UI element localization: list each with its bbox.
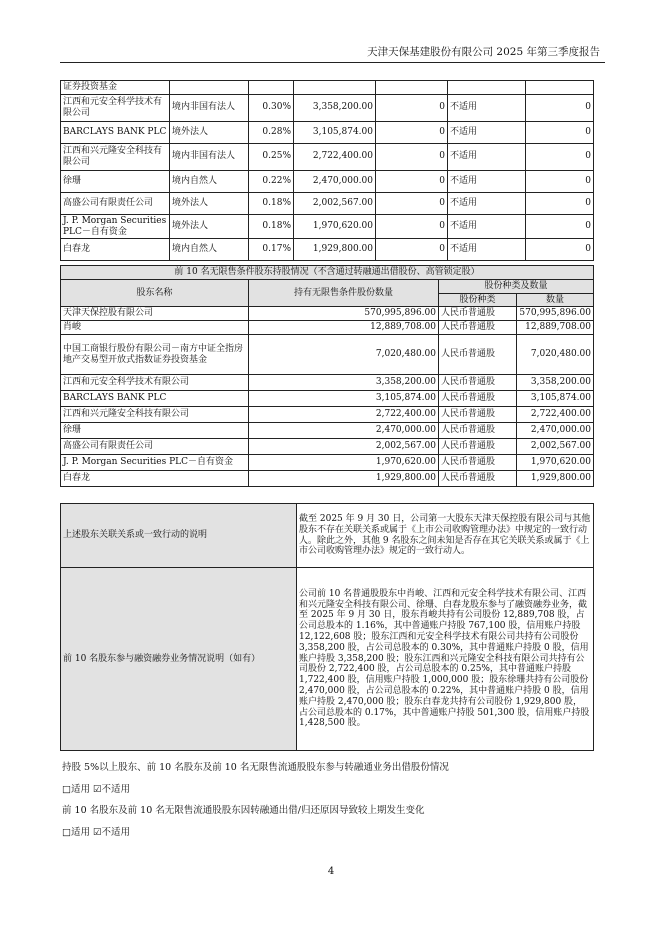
- shareholder-name: 肖峻: [61, 321, 249, 335]
- col-header-kind-group: 股份种类及数量: [439, 279, 594, 293]
- table-row: [61, 471, 594, 487]
- note-lending-choice: □适用 ☑不适用: [62, 784, 131, 795]
- pledge-qty: 0: [526, 214, 594, 239]
- table-row: [61, 94, 594, 121]
- share-count: 3,105,874.00: [294, 121, 376, 143]
- table-row: [61, 121, 594, 143]
- pledge-status: 不适用: [448, 143, 526, 170]
- shareholding-pct: 0.30%: [249, 94, 294, 121]
- margin-text: 公司前 10 名普通股股东中肖峻、江西和元安全科学技术有限公司、江西和兴元隆安全科技有限公司、徐珊、白春龙股东参与了融资融券业务，截至 2025 年 9 月 30 日，股东肖峻共持有公司股份 12,889,708 股，占公司总股本的 1.16%，其中普通账户持股 767,100 股，信用账户持股 12,122,608 股；股东江西和元安全科学技术有限公司共持有公司股份 3,358,200 股，占公司总股本的 0.30%，其中普通账户持股 0 股，信用账户持股 3,358,200 股；股东江西和兴元隆安全科技有限公司共持有公司股份 2,722,400 股，占公司总股本的 0.25%，其中普通账户持股 1,722,400 股，信用账户持股 1,000,000 股；股东徐珊共持有公司股份 2,470,000 股，占公司总股本的 0.22%，其中普通账户持股 0 股，信用账户持股 2,470,000 股；股东白春龙共持有公司股份 1,929,800 股，占公司总股本的 0.17%，其中普通账户持股 501,300 股，信用账户持股 1,428,500 股。: [297, 568, 594, 751]
- shareholder-name: 白春龙: [61, 471, 249, 487]
- table-row: [61, 143, 594, 170]
- shareholding-pct: 0.22%: [249, 170, 294, 192]
- shareholder-name: 高盛公司有限责任公司: [61, 439, 249, 455]
- shareholding-pct: 0.18%: [249, 192, 294, 214]
- shareholder-name: 徐珊: [61, 423, 249, 439]
- shareholder-name: 证券投资基金: [61, 81, 170, 95]
- share-kind: 人民币普通股: [439, 407, 517, 423]
- share-amount: 570,995,896.00: [517, 307, 594, 321]
- pledge-qty: 0: [526, 170, 594, 192]
- col-header-kind: 股份种类: [439, 293, 517, 307]
- shareholder-name: 天津天保控股有限公司: [61, 307, 249, 321]
- restricted-shares: 0: [376, 239, 448, 261]
- pledge-status: 不适用: [448, 121, 526, 143]
- share-amount: 3,105,874.00: [517, 391, 594, 407]
- restricted-shares: 0: [376, 170, 448, 192]
- shareholder-name: BARCLAYS BANK PLC: [61, 391, 249, 407]
- table-row: [61, 81, 594, 95]
- pledge-qty: 0: [526, 239, 594, 261]
- share-amount: 2,722,400.00: [517, 407, 594, 423]
- share-amount: 1,929,800.00: [517, 471, 594, 487]
- shareholder-name: 高盛公司有限责任公司: [61, 192, 170, 214]
- shareholder-type: 境内非国有法人: [170, 94, 249, 121]
- table-row: [61, 239, 594, 261]
- unrestricted-qty: 570,995,896.00: [249, 307, 439, 321]
- table-row: [61, 214, 594, 239]
- unrestricted-qty: 3,358,200.00: [249, 375, 439, 391]
- unrestricted-qty: 3,105,874.00: [249, 391, 439, 407]
- explanation-table: [60, 503, 594, 751]
- share-count: 2,722,400.00: [294, 143, 376, 170]
- col-header-name: 股东名称: [61, 279, 249, 307]
- table-row: [61, 321, 594, 335]
- pledge-qty: 0: [526, 121, 594, 143]
- share-amount: 7,020,480.00: [517, 335, 594, 375]
- restricted-shares: 0: [376, 214, 448, 239]
- col-header-amount: 数量: [517, 293, 594, 307]
- shareholder-name: 中国工商银行股份有限公司－南方中证全指房地产交易型开放式指数证券投资基金: [61, 335, 249, 375]
- share-amount: 12,889,708.00: [517, 321, 594, 335]
- pledge-qty: 0: [526, 143, 594, 170]
- table-row: [61, 407, 594, 423]
- share-kind: 人民币普通股: [439, 307, 517, 321]
- share-kind: 人民币普通股: [439, 391, 517, 407]
- shareholder-name: J. P. Morgan Securities PLC－自有资金: [61, 214, 170, 239]
- share-kind: 人民币普通股: [439, 455, 517, 471]
- note-change: 前 10 名股东及前 10 名无限售流通股股东因转融通出借/归还原因导致较上期发生变化: [62, 805, 425, 816]
- table-row: [61, 170, 594, 192]
- pledge-qty: 0: [526, 192, 594, 214]
- unrestricted-qty: 2,470,000.00: [249, 423, 439, 439]
- shareholding-pct: 0.28%: [249, 121, 294, 143]
- unrestricted-qty: 2,722,400.00: [249, 407, 439, 423]
- header-divider: [60, 62, 605, 63]
- share-amount: 1,970,620.00: [517, 455, 594, 471]
- share-count: 1,970,620.00: [294, 214, 376, 239]
- share-kind: 人民币普通股: [439, 321, 517, 335]
- shareholder-name: BARCLAYS BANK PLC: [61, 121, 170, 143]
- shareholder-type: 境内自然人: [170, 239, 249, 261]
- pledge-status: 不适用: [448, 192, 526, 214]
- shareholder-name: 徐珊: [61, 170, 170, 192]
- relations-label: 上述股东关联关系或一致行动的说明: [61, 504, 297, 568]
- restricted-shares: 0: [376, 121, 448, 143]
- unrestricted-qty: 1,929,800.00: [249, 471, 439, 487]
- shareholder-name: 江西和元安全科学技术有限公司: [61, 375, 249, 391]
- share-kind: 人民币普通股: [439, 423, 517, 439]
- shareholder-name: 江西和元安全科学技术有限公司: [61, 94, 170, 121]
- table-row: [61, 307, 594, 321]
- col-header-qty: 持有无限售条件股份数量: [249, 279, 439, 307]
- share-kind: 人民币普通股: [439, 471, 517, 487]
- unrestricted-qty: 2,002,567.00: [249, 439, 439, 455]
- table-row: [61, 439, 594, 455]
- pledge-status: 不适用: [448, 94, 526, 121]
- table-row: [61, 455, 594, 471]
- top10-shareholders-table: [60, 80, 594, 261]
- share-kind: 人民币普通股: [439, 335, 517, 375]
- shareholder-name: J. P. Morgan Securities PLC－自有资金: [61, 455, 249, 471]
- unrestricted-qty: 12,889,708.00: [249, 321, 439, 335]
- table-row: [61, 391, 594, 407]
- share-amount: 3,358,200.00: [517, 375, 594, 391]
- unrestricted-shareholders-table: [60, 265, 594, 487]
- table-row: [61, 375, 594, 391]
- relations-text: 截至 2025 年 9 月 30 日，公司第一大股东天津天保控股有限公司与其他股东不存在关联关系或属于《上市公司收购管理办法》中规定的一致行动人。除此之外，其他 9 名股东之间未知是否存在其它关联关系或属于《上市公司收购管理办法》规定的一致行动人。: [297, 504, 594, 568]
- pledge-status: 不适用: [448, 214, 526, 239]
- shareholder-name: 江西和兴元隆安全科技有限公司: [61, 143, 170, 170]
- shareholding-pct: 0.25%: [249, 143, 294, 170]
- unrestricted-qty: 7,020,480.00: [249, 335, 439, 375]
- shareholder-type: 境内自然人: [170, 170, 249, 192]
- shareholding-pct: 0.17%: [249, 239, 294, 261]
- table-row: [61, 192, 594, 214]
- pledge-qty: 0: [526, 94, 594, 121]
- shareholder-type: 境外法人: [170, 214, 249, 239]
- restricted-shares: 0: [376, 192, 448, 214]
- shareholder-name: 白春龙: [61, 239, 170, 261]
- report-header: 天津天保基建股份有限公司 2025 年第三季度报告: [367, 46, 600, 58]
- share-amount: 2,002,567.00: [517, 439, 594, 455]
- pledge-status: 不适用: [448, 239, 526, 261]
- unrestricted-qty: 1,970,620.00: [249, 455, 439, 471]
- shareholder-type: 境外法人: [170, 121, 249, 143]
- share-count: 1,929,800.00: [294, 239, 376, 261]
- share-kind: 人民币普通股: [439, 375, 517, 391]
- table-row: [61, 423, 594, 439]
- shareholder-name: 江西和兴元隆安全科技有限公司: [61, 407, 249, 423]
- shareholder-type: 境内非国有法人: [170, 143, 249, 170]
- page-number: 4: [327, 866, 335, 877]
- note-change-choice: □适用 ☑不适用: [62, 827, 131, 838]
- pledge-status: 不适用: [448, 170, 526, 192]
- restricted-shares: 0: [376, 94, 448, 121]
- table-row: [61, 335, 594, 375]
- note-lending: 持股 5%以上股东、前 10 名股东及前 10 名无限售流通股股东参与转融通业务出借股份情况: [62, 762, 449, 773]
- share-kind: 人民币普通股: [439, 439, 517, 455]
- share-amount: 2,470,000.00: [517, 423, 594, 439]
- share-count: 2,002,567.00: [294, 192, 376, 214]
- shareholding-pct: 0.18%: [249, 214, 294, 239]
- margin-label: 前 10 名股东参与融资融券业务情况说明（如有）: [61, 568, 297, 751]
- restricted-shares: 0: [376, 143, 448, 170]
- shareholder-type: 境外法人: [170, 192, 249, 214]
- section-title: 前 10 名无限售条件股东持股情况（不含通过转融通出借股份、高管锁定股）: [61, 266, 594, 280]
- share-count: 3,358,200.00: [294, 94, 376, 121]
- share-count: 2,470,000.00: [294, 170, 376, 192]
